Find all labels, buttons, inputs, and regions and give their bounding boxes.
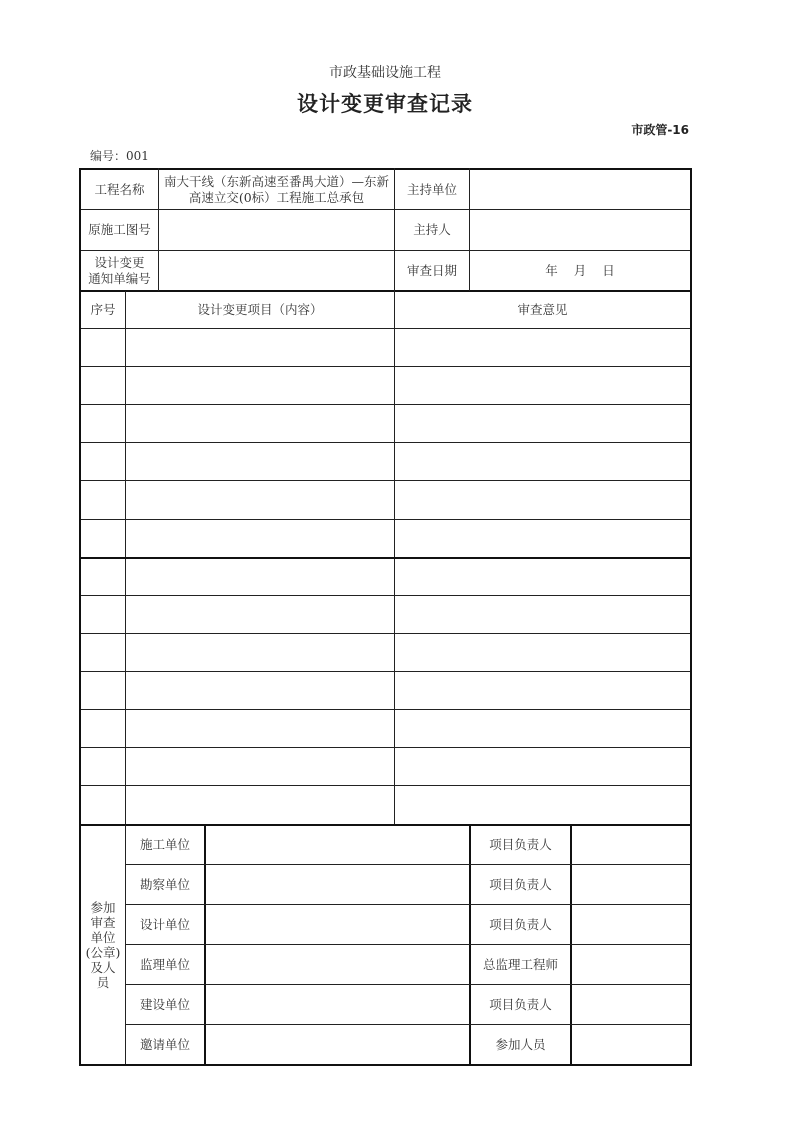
item-content-cell[interactable] — [126, 710, 394, 747]
participant-signature-field[interactable] — [572, 1026, 690, 1064]
participant-unit-label: 施工单位 — [139, 837, 190, 853]
table-border-left — [79, 168, 81, 1066]
project-name-value[interactable] — [159, 170, 394, 209]
item-seq-cell[interactable] — [81, 405, 125, 442]
change-notice-label — [81, 251, 158, 290]
item-content-cell[interactable] — [126, 481, 394, 519]
project-name-label: 工程名称 — [94, 181, 145, 197]
grid-line — [126, 944, 691, 945]
item-seq-cell[interactable] — [81, 748, 125, 785]
item-seq-cell[interactable] — [81, 481, 125, 519]
participant-unit-label: 建设单位 — [139, 997, 190, 1013]
item-opinion-cell[interactable] — [395, 405, 690, 442]
serial-value: 001 — [126, 149, 149, 163]
participant-signature-field[interactable] — [572, 986, 690, 1024]
item-opinion-cell[interactable] — [395, 481, 690, 519]
participants-group-label — [81, 826, 125, 1064]
item-content-cell[interactable] — [126, 520, 394, 557]
original-drawing-label: 原施工图号 — [88, 222, 151, 238]
item-seq-cell[interactable] — [81, 520, 125, 557]
item-content-cell[interactable] — [126, 786, 394, 823]
item-seq-cell[interactable] — [81, 786, 125, 823]
participant-unit-label: 设计单位 — [139, 917, 190, 933]
item-content-cell[interactable] — [126, 558, 394, 595]
participant-signature-field[interactable] — [572, 826, 690, 864]
item-content-cell[interactable] — [126, 748, 394, 785]
participant-signature-field[interactable] — [572, 946, 690, 984]
grid-line — [126, 864, 691, 865]
table-border-right — [690, 168, 692, 1066]
project-name-line2: 高速立交(0标）工程施工总承包 — [188, 189, 365, 205]
change-notice-label-line1: 设计变更 — [94, 254, 145, 270]
item-opinion-cell[interactable] — [395, 558, 690, 595]
grid-line — [126, 904, 691, 905]
group-label-line: 审查 — [90, 915, 116, 930]
participant-unit-label: 勘察单位 — [139, 877, 190, 893]
project-name-line1: 南大干线（东新高速至番禺大道）—东新 — [163, 173, 389, 189]
serial-number — [90, 147, 149, 164]
header-seq: 序号 — [90, 302, 116, 318]
participant-unit-field[interactable] — [206, 826, 469, 864]
review-date-field[interactable] — [470, 251, 690, 290]
participant-role-label: 项目负责人 — [489, 837, 552, 853]
date-month: 月 — [573, 262, 587, 278]
participant-signature-field[interactable] — [572, 906, 690, 944]
grid-line — [126, 984, 691, 985]
item-content-cell[interactable] — [126, 596, 394, 633]
item-opinion-cell[interactable] — [395, 520, 690, 557]
table-border-bottom — [80, 1064, 692, 1066]
item-seq-cell[interactable] — [81, 634, 125, 671]
form-title: 设计变更审查记录 — [297, 92, 473, 116]
participant-unit-field[interactable] — [206, 866, 469, 904]
change-notice-label-line2: 通知单编号 — [88, 270, 151, 286]
original-drawing-field[interactable] — [159, 210, 394, 250]
host-unit-field[interactable] — [470, 170, 690, 209]
participant-role-label: 参加人员 — [495, 1037, 546, 1053]
item-opinion-cell[interactable] — [395, 672, 690, 709]
form-supertitle: 市政基础设施工程 — [329, 65, 441, 81]
participant-unit-label: 邀请单位 — [139, 1037, 190, 1053]
item-opinion-cell[interactable] — [395, 367, 690, 404]
item-content-cell[interactable] — [126, 405, 394, 442]
item-opinion-cell[interactable] — [395, 786, 690, 823]
date-year: 年 — [545, 262, 558, 278]
item-seq-cell[interactable] — [81, 329, 125, 366]
participant-role-label: 项目负责人 — [489, 917, 552, 933]
participant-unit-field[interactable] — [206, 1026, 469, 1064]
item-content-cell[interactable] — [126, 672, 394, 709]
participant-unit-label: 监理单位 — [139, 957, 190, 973]
item-seq-cell[interactable] — [81, 596, 125, 633]
header-opinion: 审查意见 — [517, 302, 568, 318]
change-notice-field[interactable] — [159, 251, 394, 290]
item-content-cell[interactable] — [126, 329, 394, 366]
host-person-field[interactable] — [470, 210, 690, 250]
item-opinion-cell[interactable] — [395, 748, 690, 785]
item-seq-cell[interactable] — [81, 672, 125, 709]
group-label-line: 及人 — [90, 960, 116, 975]
item-content-cell[interactable] — [126, 634, 394, 671]
item-opinion-cell[interactable] — [395, 710, 690, 747]
participant-role-label: 项目负责人 — [489, 997, 552, 1013]
review-date-label: 审查日期 — [406, 262, 457, 278]
item-opinion-cell[interactable] — [395, 329, 690, 366]
grid-line — [126, 1024, 691, 1025]
group-label-line: 单位 — [90, 930, 116, 945]
form-code: 市政管-16 — [631, 123, 689, 137]
item-opinion-cell[interactable] — [395, 634, 690, 671]
serial-label: 编号： — [90, 149, 127, 163]
group-label-line: (公章) — [85, 945, 121, 960]
participant-unit-field[interactable] — [206, 946, 469, 984]
group-label-line: 员 — [96, 975, 110, 990]
item-seq-cell[interactable] — [81, 710, 125, 747]
participant-signature-field[interactable] — [572, 866, 690, 904]
item-seq-cell[interactable] — [81, 367, 125, 404]
group-label-line: 参加 — [90, 900, 116, 915]
item-seq-cell[interactable] — [81, 443, 125, 480]
item-opinion-cell[interactable] — [395, 596, 690, 633]
participant-role-label: 项目负责人 — [489, 877, 552, 893]
participant-unit-field[interactable] — [206, 906, 469, 944]
host-unit-label: 主持单位 — [406, 181, 457, 197]
item-seq-cell[interactable] — [81, 558, 125, 595]
date-day: 日 — [602, 262, 615, 278]
participant-unit-field[interactable] — [206, 986, 469, 1024]
host-person-label: 主持人 — [413, 222, 451, 238]
item-content-cell[interactable] — [126, 443, 394, 480]
item-content-cell[interactable] — [126, 367, 394, 404]
participant-role-label: 总监理工程师 — [482, 957, 558, 973]
item-opinion-cell[interactable] — [395, 443, 690, 480]
header-change-item: 设计变更项目（内容） — [197, 302, 323, 318]
